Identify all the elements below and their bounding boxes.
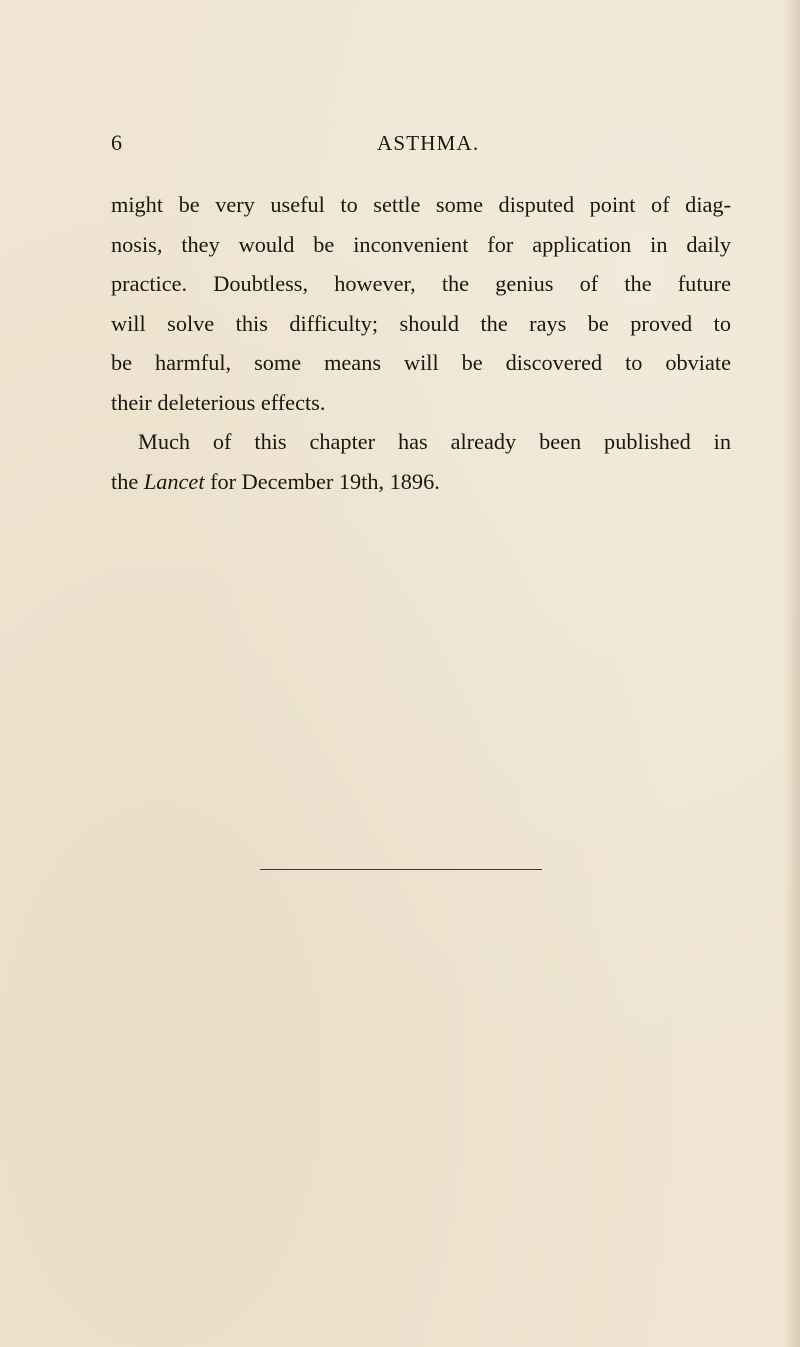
paragraph-1-line-6: their deleterious effects. xyxy=(111,389,326,415)
paragraph-2-text-after: for December 19th, 1896. xyxy=(204,468,440,494)
paragraph-2-line-1: Much of this chapter has already been published in xyxy=(138,429,731,454)
page-edge-shadow xyxy=(784,0,800,1347)
running-head: ASTHMA. xyxy=(377,131,480,155)
paragraph-2-text-before: the xyxy=(111,468,144,494)
paragraph-1-line-1: might be very useful to settle some disputed point of diag- xyxy=(111,192,731,217)
paragraph-1-line-5: be harmful, some means will be discovered to obviate xyxy=(111,350,731,375)
paragraph-1-line-4: will solve this difficulty; should the rays be proved to xyxy=(111,310,731,336)
page-header xyxy=(111,129,731,161)
paragraph-1-line-2: nosis, they would be inconvenient for application in daily xyxy=(111,231,731,257)
paragraph-1-line-3: practice. Doubtless, however, the genius of the future xyxy=(111,271,731,296)
main-text xyxy=(111,185,731,501)
paragraph-2-line-2 xyxy=(111,462,731,502)
lancet-title: Lancet xyxy=(143,468,205,494)
page-number: 6 xyxy=(111,130,122,155)
section-divider xyxy=(260,869,542,870)
